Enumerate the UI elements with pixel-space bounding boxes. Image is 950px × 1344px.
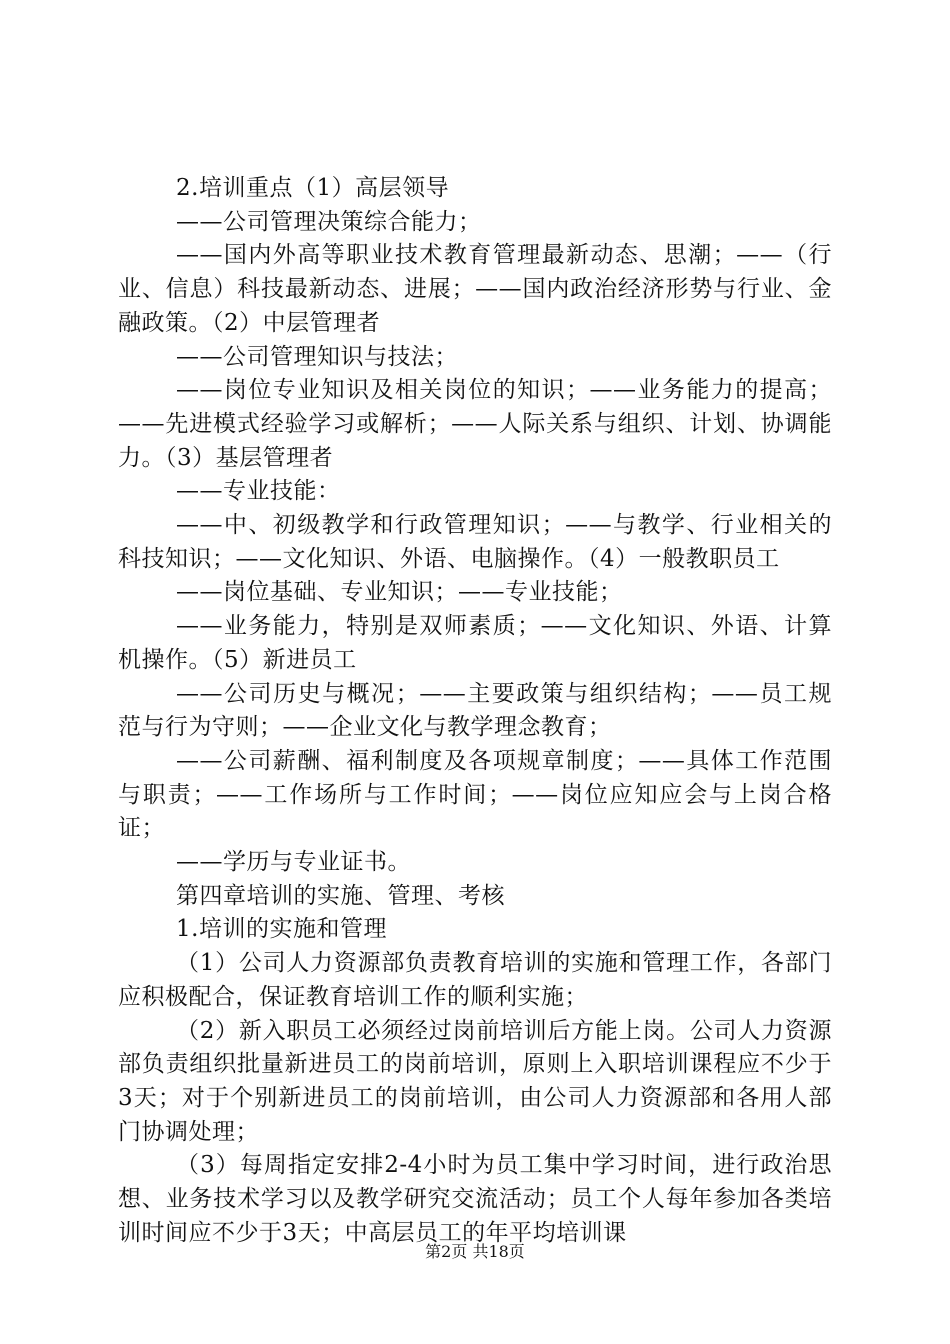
paragraph: ——公司管理知识与技法； xyxy=(176,343,458,370)
page-number-footer: 第2页 共18页 xyxy=(425,1242,525,1261)
paragraph: （3）每周指定安排2-4小时为员工集中学习时间，进行政治思想、业务技术学习以及教学研究交流活动；员工个人每年参加各类培训时间应不少于3天；中高层员工的年平均培训课 xyxy=(118,1152,832,1246)
paragraph: ——岗位基础、专业知识；——专业技能； xyxy=(176,579,623,606)
paragraph: ——公司薪酬、福利制度及各项规章制度；——具体工作范围与职责；——工作场所与工作时间；——岗位应知应会与上岗合格证； xyxy=(118,747,832,842)
paragraph: ——岗位专业知识及相关岗位的知识；——业务能力的提高；——先进模式经验学习或解析；——人际关系与组织、计划、协调能力。（3）基层管理者 xyxy=(118,377,832,471)
paragraph: ——学历与专业证书。 xyxy=(176,849,411,876)
paragraph: ——业务能力，特别是双师素质；——文化知识、外语、计算机操作。（5）新进员工 xyxy=(118,613,832,673)
document-body xyxy=(118,172,832,1251)
paragraph: （1）公司人力资源部负责教育培训的实施和管理工作，各部门应积极配合，保证教育培训工作的顺利实施； xyxy=(118,950,832,1010)
paragraph: ——公司管理决策综合能力； xyxy=(176,208,482,235)
paragraph: 2.培训重点（1）高层领导 xyxy=(176,175,450,201)
paragraph: （2）新入职员工必须经过岗前培训后方能上岗。公司人力资源部负责组织批量新进员工的岗前培训，原则上入职培训课程应不少于3天；对于个别新进员工的岗前培训，由公司人力资源部和各用人部门协调处理； xyxy=(118,1017,832,1145)
paragraph: ——公司历史与概况；——主要政策与组织结构；——员工规范与行为守则；——企业文化与教学理念教育； xyxy=(118,680,832,741)
paragraph: ——国内外高等职业技术教育管理最新动态、思潮；——（行业、信息）科技最新动态、进展；——国内政治经济形势与行业、金融政策。（2）中层管理者 xyxy=(118,242,832,336)
chapter-heading: 第四章培训的实施、管理、考核 xyxy=(176,882,505,909)
paragraph: ——专业技能： xyxy=(176,478,341,505)
section-heading: 1.培训的实施和管理 xyxy=(176,916,387,943)
paragraph: ——中、初级教学和行政管理知识；——与教学、行业相关的科技知识；——文化知识、外语、电脑操作。（4）一般教职员工 xyxy=(118,512,832,572)
